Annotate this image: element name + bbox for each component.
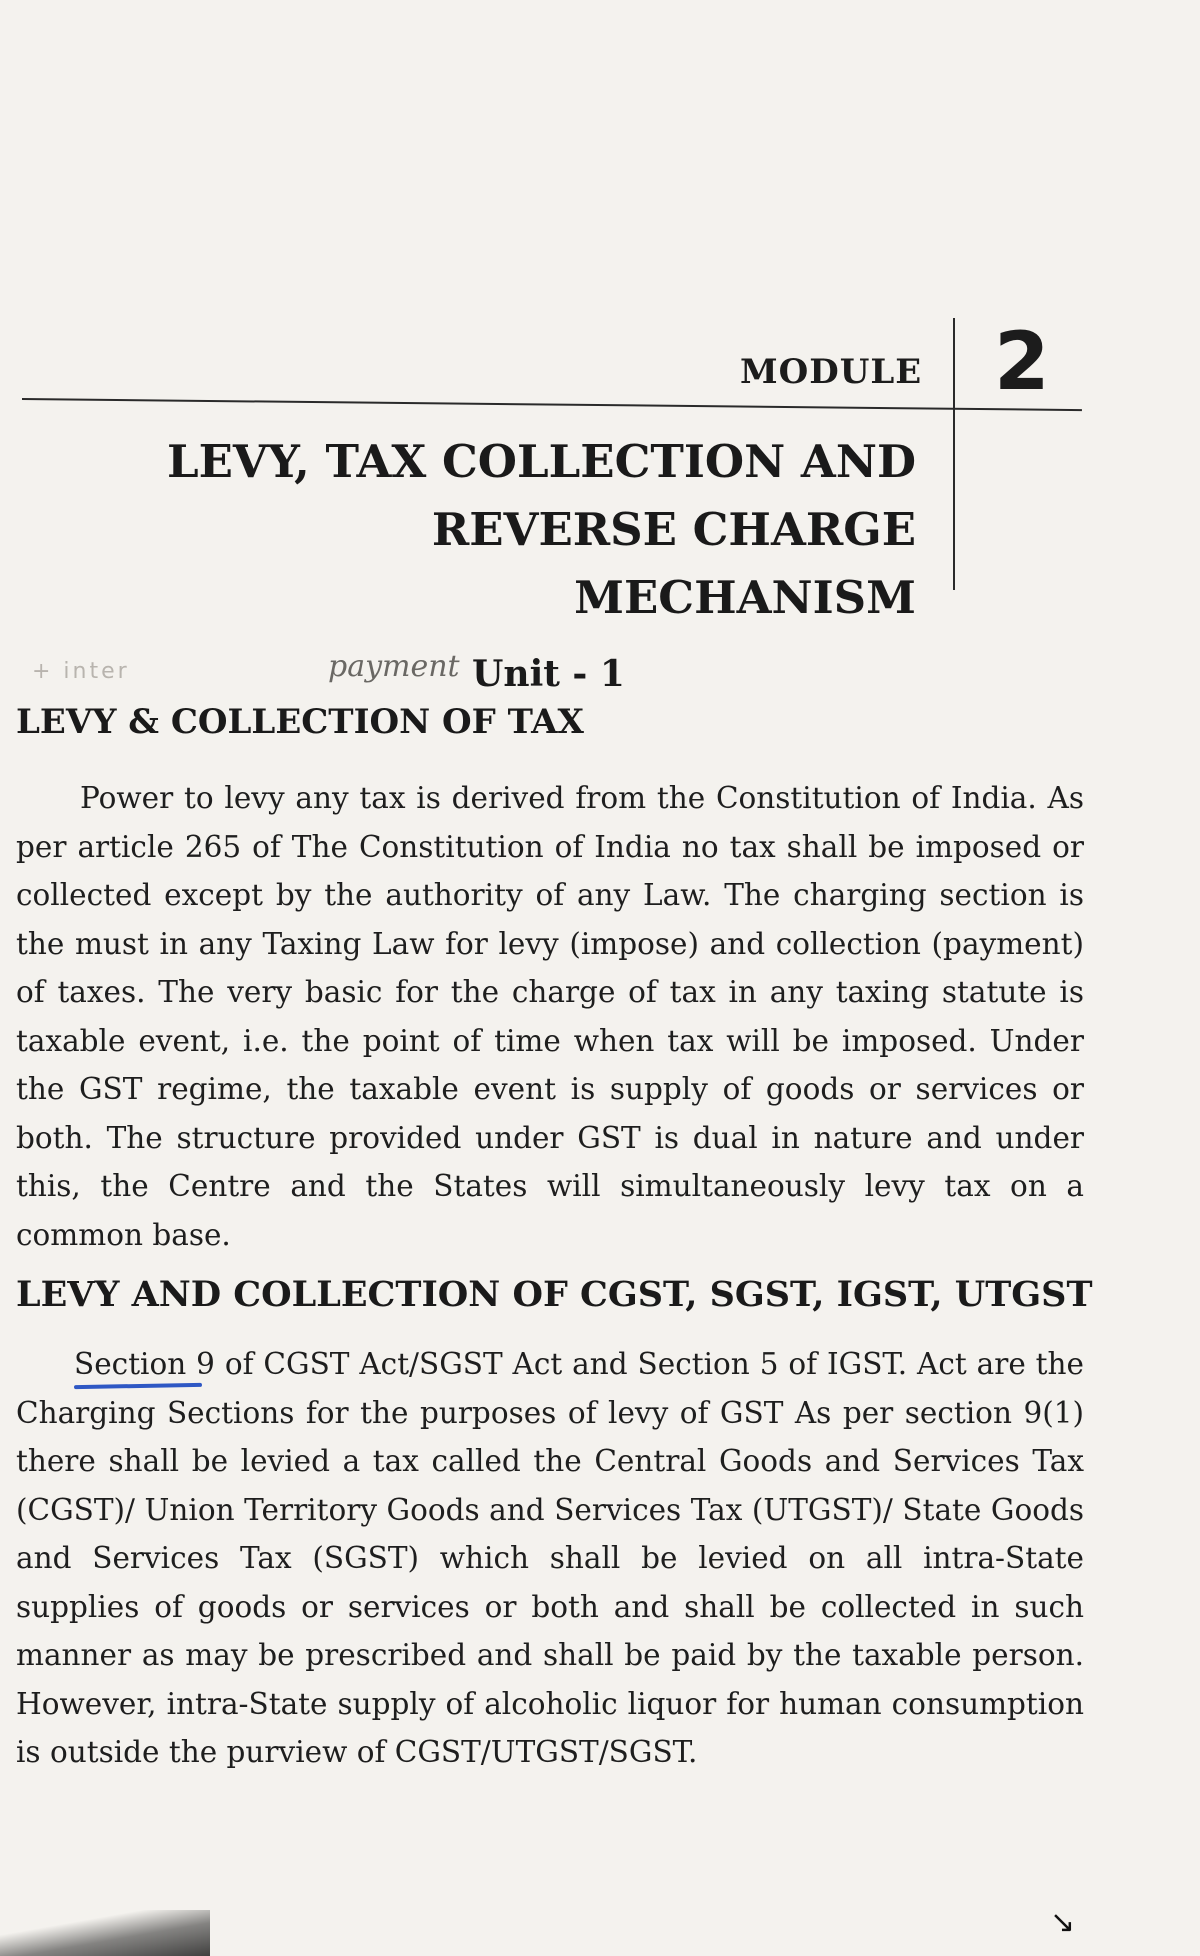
unit-heading-row <box>20 645 720 705</box>
paragraph-charging-sections: Section 9 of CGST Act/SGST Act and Section 5 of IGST. Act are the Charging Sections for the purposes of levy of GST As per section 9(1) there shall be levied a tax called the Central Goods and Services Tax (CGST)/ Union Territory Goods and Services Tax (UTGST)/ State Goods and Services Tax (SGST) which shall be levied on all intra-State supplies of goods or services or both and shall be collected in such manner as may be prescribed and shall be paid by the taxable person. However, intra-State supply of alcoholic liquor for human consumption is outside the purview of CGST/UTGST/SGST. <box>16 1347 1084 1769</box>
unit-title: Unit - 1 <box>472 653 625 695</box>
module-title-line-1: LEVY, TAX COLLECTION AND <box>166 435 916 488</box>
module-title <box>96 428 916 632</box>
handwritten-note-payment: payment <box>328 649 460 684</box>
arrow-mark-icon: ↘ <box>1050 1905 1076 1940</box>
section-heading-cgst-sgst-igst-utgst: LEVY AND COLLECTION OF CGST, SGST, IGST, UTGST <box>16 1274 1093 1315</box>
module-label: MODULE <box>740 352 923 392</box>
module-title-line-2: REVERSE CHARGE MECHANISM <box>431 503 916 624</box>
module-divider-vertical <box>953 318 955 590</box>
page-corner-shadow <box>0 1910 210 1956</box>
section-heading-levy-collection: LEVY & COLLECTION OF TAX <box>16 702 584 742</box>
module-number: 2 <box>994 315 1050 408</box>
faint-margin-note: + inter <box>32 659 130 684</box>
module-divider-horizontal <box>22 398 1082 411</box>
paragraph-levy-collection: Power to levy any tax is derived from the Constitution of India. As per article 265 of The Constitution of India no tax shall be imposed or collected except by the authority of any Law. The charging section is the must in any Taxing Law for levy (impose) and collection (payment) of taxes. The very basic for the charge of tax in any taxing statute is taxable event, i.e. the point of time when tax will be imposed. Under the GST regime, the taxable event is supply of goods or services or both. The structure provided under GST is dual in nature and under this, the Centre and the States will simultaneously levy tax on a common base. <box>16 781 1084 1252</box>
